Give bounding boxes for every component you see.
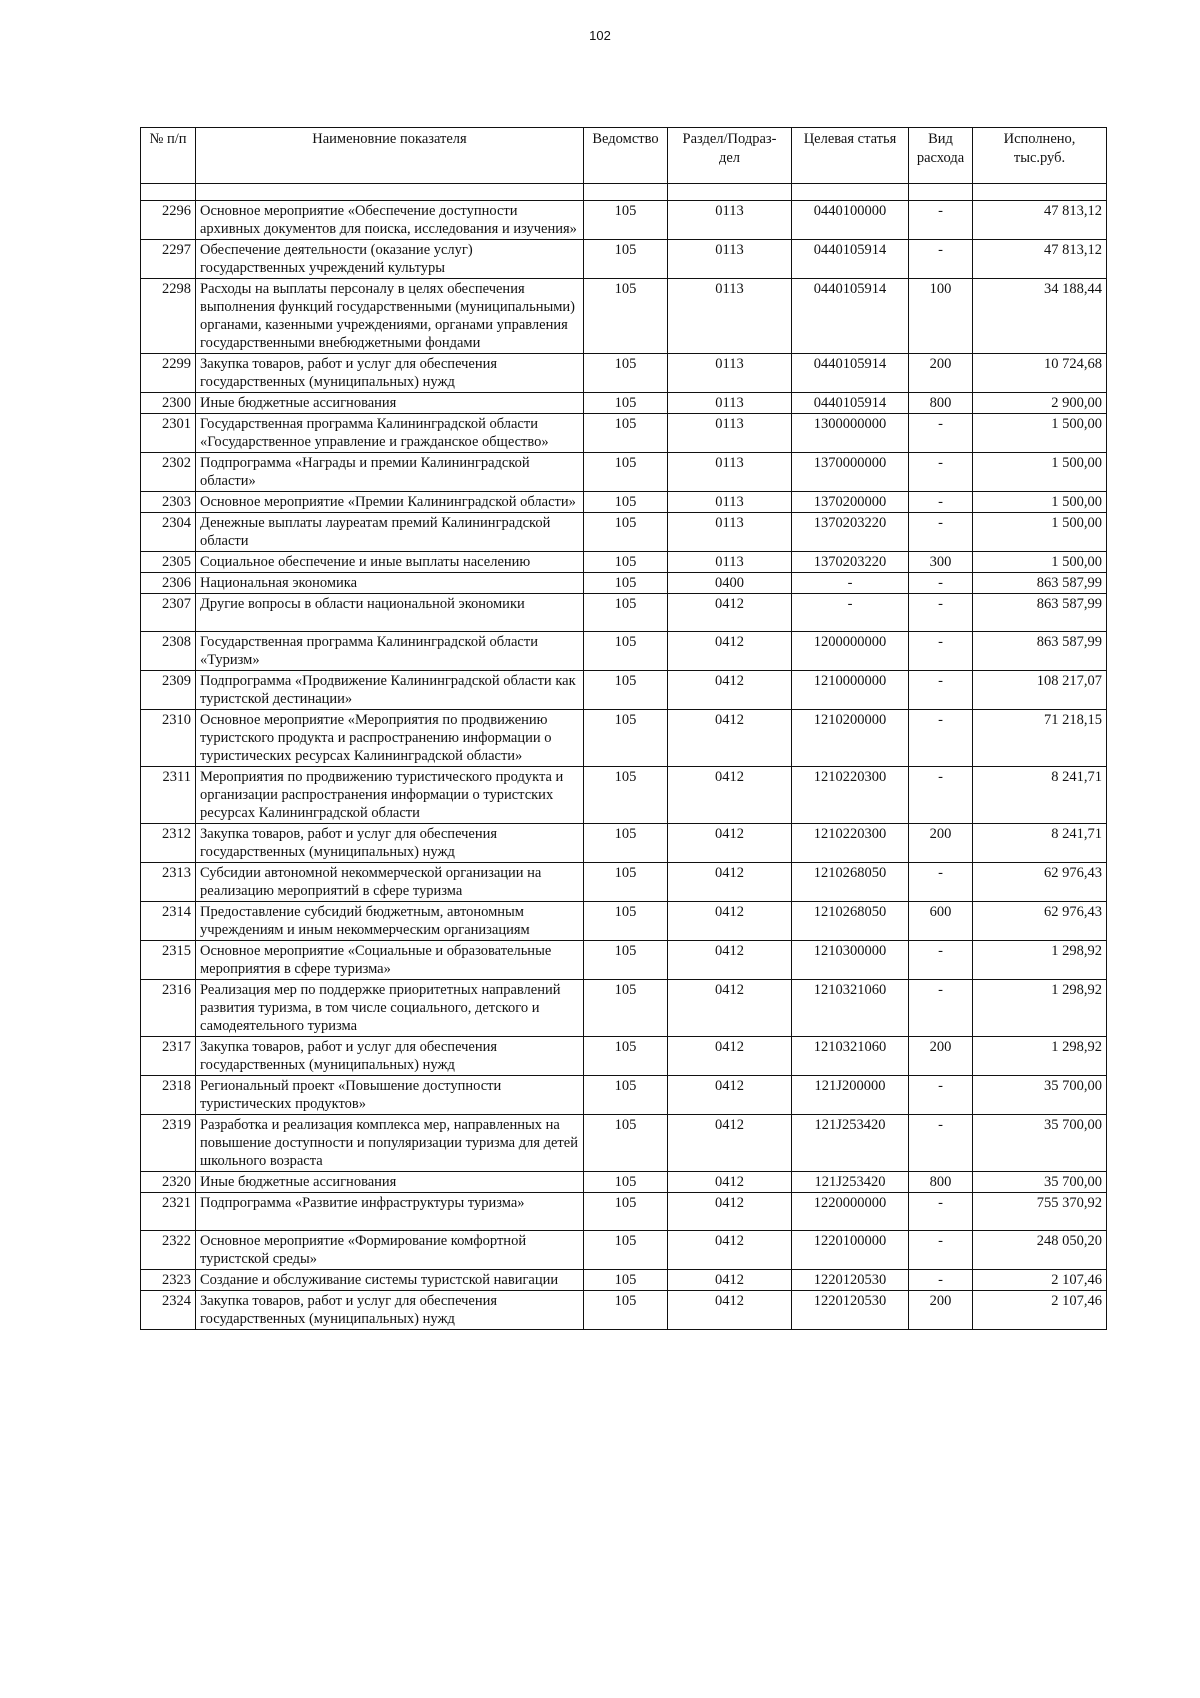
target-article: 121J253420 (792, 1172, 909, 1193)
row-number: 2303 (141, 492, 196, 513)
executed-amount: 1 298,92 (973, 941, 1107, 980)
department-code: 105 (584, 492, 668, 513)
executed-amount: 863 587,99 (973, 632, 1107, 671)
indicator-name: Расходы на выплаты персоналу в целях обеспечения выполнения функций государственными (муниципальными) органами, казенными учреждениями, органами управления государственными внебюджетными фондами (196, 279, 584, 354)
table-row (141, 1076, 1107, 1115)
department-code: 105 (584, 573, 668, 594)
expense-type: - (909, 513, 973, 552)
executed-amount: 8 241,71 (973, 767, 1107, 824)
executed-amount: 47 813,12 (973, 201, 1107, 240)
expense-type: - (909, 1231, 973, 1270)
target-article: 0440105914 (792, 354, 909, 393)
executed-amount: 10 724,68 (973, 354, 1107, 393)
expense-type: 600 (909, 902, 973, 941)
department-code: 105 (584, 1037, 668, 1076)
section-code: 0412 (668, 671, 792, 710)
indicator-name: Создание и обслуживание системы туристской навигации (196, 1270, 584, 1291)
spacer-cell (909, 184, 973, 201)
department-code: 105 (584, 414, 668, 453)
section-code: 0412 (668, 1076, 792, 1115)
row-number: 2322 (141, 1231, 196, 1270)
table-row (141, 902, 1107, 941)
table-row (141, 1270, 1107, 1291)
indicator-name: Государственная программа Калининградской области «Туризм» (196, 632, 584, 671)
target-article: 1220120530 (792, 1270, 909, 1291)
department-code: 105 (584, 1291, 668, 1330)
indicator-name: Социальное обеспечение и иные выплаты населению (196, 552, 584, 573)
row-number: 2307 (141, 594, 196, 632)
executed-amount: 755 370,92 (973, 1193, 1107, 1231)
section-code: 0412 (668, 824, 792, 863)
department-code: 105 (584, 902, 668, 941)
table-row (141, 414, 1107, 453)
indicator-name: Закупка товаров, работ и услуг для обеспечения государственных (муниципальных) нужд (196, 1037, 584, 1076)
target-article: 1210321060 (792, 1037, 909, 1076)
row-number: 2296 (141, 201, 196, 240)
row-number: 2311 (141, 767, 196, 824)
executed-amount: 248 050,20 (973, 1231, 1107, 1270)
header-dept: Ведомство (584, 128, 668, 184)
expense-type: - (909, 453, 973, 492)
target-article: 1220120530 (792, 1291, 909, 1330)
expense-type: - (909, 1193, 973, 1231)
table-row (141, 201, 1107, 240)
target-article: 1370000000 (792, 453, 909, 492)
header-row (141, 128, 1107, 184)
indicator-name: Подпрограмма «Продвижение Калининградской области как туристской дестинации» (196, 671, 584, 710)
indicator-name: Основное мероприятие «Мероприятия по продвижению туристского продукта и распространению информации о туристических ресурсах Калининградской области» (196, 710, 584, 767)
spacer-cell (973, 184, 1107, 201)
section-code: 0412 (668, 767, 792, 824)
table-row (141, 863, 1107, 902)
table-row (141, 513, 1107, 552)
department-code: 105 (584, 513, 668, 552)
target-article: 1210200000 (792, 710, 909, 767)
section-code: 0113 (668, 393, 792, 414)
row-number: 2298 (141, 279, 196, 354)
table-row (141, 1231, 1107, 1270)
section-code: 0412 (668, 1291, 792, 1330)
table-row (141, 980, 1107, 1037)
department-code: 105 (584, 1115, 668, 1172)
indicator-name: Предоставление субсидий бюджетным, автономным учреждениям и иным некоммерческим организациям (196, 902, 584, 941)
indicator-name: Национальная экономика (196, 573, 584, 594)
spacer-cell (668, 184, 792, 201)
department-code: 105 (584, 354, 668, 393)
header-target: Целевая статья (792, 128, 909, 184)
indicator-name: Государственная программа Калининградской области «Государственное управление и гражданское общество» (196, 414, 584, 453)
department-code: 105 (584, 824, 668, 863)
row-number: 2319 (141, 1115, 196, 1172)
section-code: 0113 (668, 414, 792, 453)
section-code: 0113 (668, 354, 792, 393)
section-code: 0412 (668, 1270, 792, 1291)
executed-amount: 8 241,71 (973, 824, 1107, 863)
executed-amount: 1 298,92 (973, 980, 1107, 1037)
table-row (141, 354, 1107, 393)
section-code: 0113 (668, 552, 792, 573)
indicator-name: Основное мероприятие «Социальные и образовательные мероприятия в сфере туризма» (196, 941, 584, 980)
expense-type: 800 (909, 1172, 973, 1193)
department-code: 105 (584, 552, 668, 573)
section-code: 0412 (668, 863, 792, 902)
target-article: 1220100000 (792, 1231, 909, 1270)
expense-type: - (909, 941, 973, 980)
executed-amount: 71 218,15 (973, 710, 1107, 767)
executed-amount: 1 500,00 (973, 492, 1107, 513)
indicator-name: Закупка товаров, работ и услуг для обеспечения государственных (муниципальных) нужд (196, 824, 584, 863)
indicator-name: Региональный проект «Повышение доступности туристических продуктов» (196, 1076, 584, 1115)
expense-type: 100 (909, 279, 973, 354)
row-number: 2310 (141, 710, 196, 767)
row-number: 2308 (141, 632, 196, 671)
indicator-name: Основное мероприятие «Формирование комфортной туристской среды» (196, 1231, 584, 1270)
indicator-name: Субсидии автономной некоммерческой организации на реализацию мероприятий в сфере туризма (196, 863, 584, 902)
expense-type: - (909, 492, 973, 513)
table-row (141, 1172, 1107, 1193)
expense-type: 200 (909, 1037, 973, 1076)
budget-table (140, 127, 1107, 1330)
row-number: 2304 (141, 513, 196, 552)
section-code: 0412 (668, 710, 792, 767)
expense-type: 200 (909, 354, 973, 393)
section-code: 0412 (668, 1193, 792, 1231)
table-row (141, 767, 1107, 824)
table-row (141, 279, 1107, 354)
section-code: 0412 (668, 1037, 792, 1076)
table-row (141, 1291, 1107, 1330)
department-code: 105 (584, 453, 668, 492)
executed-amount: 1 500,00 (973, 414, 1107, 453)
indicator-name: Денежные выплаты лауреатам премий Калининградской области (196, 513, 584, 552)
section-code: 0412 (668, 1172, 792, 1193)
target-article: 1220000000 (792, 1193, 909, 1231)
target-article: 0440105914 (792, 240, 909, 279)
section-code: 0113 (668, 513, 792, 552)
expense-type: - (909, 573, 973, 594)
row-number: 2299 (141, 354, 196, 393)
indicator-name: Иные бюджетные ассигнования (196, 393, 584, 414)
table-row (141, 492, 1107, 513)
row-number: 2316 (141, 980, 196, 1037)
executed-amount: 108 217,07 (973, 671, 1107, 710)
row-number: 2321 (141, 1193, 196, 1231)
indicator-name: Мероприятия по продвижению туристического продукта и организации распространения информации о туристских ресурсах Калининградской области (196, 767, 584, 824)
table-row (141, 671, 1107, 710)
executed-amount: 1 500,00 (973, 513, 1107, 552)
indicator-name: Реализация мер по поддержке приоритетных направлений развития туризма, в том числе социального, детского и самодеятельного туризма (196, 980, 584, 1037)
row-number: 2324 (141, 1291, 196, 1330)
executed-amount: 863 587,99 (973, 573, 1107, 594)
target-article: 1210268050 (792, 863, 909, 902)
indicator-name: Основное мероприятие «Премии Калининградской области» (196, 492, 584, 513)
header-name: Наименовние показателя (196, 128, 584, 184)
section-code: 0113 (668, 201, 792, 240)
row-number: 2300 (141, 393, 196, 414)
table-row (141, 1037, 1107, 1076)
department-code: 105 (584, 1231, 668, 1270)
table-row (141, 240, 1107, 279)
target-article: 1210321060 (792, 980, 909, 1037)
section-code: 0412 (668, 941, 792, 980)
department-code: 105 (584, 1172, 668, 1193)
table-row (141, 710, 1107, 767)
table-row (141, 594, 1107, 632)
section-code: 0412 (668, 1231, 792, 1270)
expense-type: - (909, 240, 973, 279)
expense-type: - (909, 414, 973, 453)
row-number: 2317 (141, 1037, 196, 1076)
spacer-cell (141, 184, 196, 201)
section-code: 0412 (668, 594, 792, 632)
table-row (141, 632, 1107, 671)
row-number: 2302 (141, 453, 196, 492)
row-number: 2306 (141, 573, 196, 594)
executed-amount: 35 700,00 (973, 1115, 1107, 1172)
indicator-name: Основное мероприятие «Обеспечение доступности архивных документов для поиска, исследования и изучения» (196, 201, 584, 240)
department-code: 105 (584, 941, 668, 980)
department-code: 105 (584, 767, 668, 824)
row-number: 2320 (141, 1172, 196, 1193)
spacer-cell (584, 184, 668, 201)
executed-amount: 47 813,12 (973, 240, 1107, 279)
spacer-cell (792, 184, 909, 201)
page-number: 102 (589, 28, 611, 43)
executed-amount: 34 188,44 (973, 279, 1107, 354)
department-code: 105 (584, 1193, 668, 1231)
expense-type: 800 (909, 393, 973, 414)
target-article: 1210268050 (792, 902, 909, 941)
expense-type: - (909, 632, 973, 671)
indicator-name: Закупка товаров, работ и услуг для обеспечения государственных (муниципальных) нужд (196, 1291, 584, 1330)
target-article: 1300000000 (792, 414, 909, 453)
section-code: 0113 (668, 279, 792, 354)
executed-amount: 1 500,00 (973, 453, 1107, 492)
executed-amount: 62 976,43 (973, 863, 1107, 902)
executed-amount: 1 500,00 (973, 552, 1107, 573)
section-code: 0412 (668, 632, 792, 671)
target-article: 0440100000 (792, 201, 909, 240)
expense-type: - (909, 863, 973, 902)
department-code: 105 (584, 632, 668, 671)
spacer-cell (196, 184, 584, 201)
target-article: 1200000000 (792, 632, 909, 671)
row-number: 2312 (141, 824, 196, 863)
table-row (141, 941, 1107, 980)
department-code: 105 (584, 863, 668, 902)
section-code: 0412 (668, 980, 792, 1037)
target-article: 1210000000 (792, 671, 909, 710)
expense-type: - (909, 980, 973, 1037)
section-code: 0400 (668, 573, 792, 594)
expense-type: - (909, 1270, 973, 1291)
row-number: 2297 (141, 240, 196, 279)
indicator-name: Обеспечение деятельности (оказание услуг) государственных учреждений культуры (196, 240, 584, 279)
table-row (141, 393, 1107, 414)
row-number: 2301 (141, 414, 196, 453)
header-amount: Исполнено, тыс.руб. (973, 128, 1107, 184)
target-article: 1370203220 (792, 552, 909, 573)
table-row (141, 1193, 1107, 1231)
indicator-name: Иные бюджетные ассигнования (196, 1172, 584, 1193)
target-article: 1210300000 (792, 941, 909, 980)
expense-type: - (909, 201, 973, 240)
indicator-name: Закупка товаров, работ и услуг для обеспечения государственных (муниципальных) нужд (196, 354, 584, 393)
table-row (141, 1115, 1107, 1172)
target-article: 1210220300 (792, 767, 909, 824)
executed-amount: 863 587,99 (973, 594, 1107, 632)
section-code: 0412 (668, 1115, 792, 1172)
indicator-name: Подпрограмма «Награды и премии Калининградской области» (196, 453, 584, 492)
row-number: 2314 (141, 902, 196, 941)
table-body (141, 184, 1107, 1330)
target-article: 1210220300 (792, 824, 909, 863)
expense-type: - (909, 710, 973, 767)
header-num: № п/п (141, 128, 196, 184)
expense-type: - (909, 767, 973, 824)
department-code: 105 (584, 1076, 668, 1115)
expense-type: - (909, 671, 973, 710)
section-code: 0412 (668, 902, 792, 941)
department-code: 105 (584, 671, 668, 710)
target-article: 121J200000 (792, 1076, 909, 1115)
row-number: 2305 (141, 552, 196, 573)
indicator-name: Разработка и реализация комплекса мер, направленных на повышение доступности и популяризации туризма для детей школьного возраста (196, 1115, 584, 1172)
target-article: 0440105914 (792, 279, 909, 354)
executed-amount: 1 298,92 (973, 1037, 1107, 1076)
department-code: 105 (584, 710, 668, 767)
row-number: 2318 (141, 1076, 196, 1115)
target-article: - (792, 573, 909, 594)
department-code: 105 (584, 1270, 668, 1291)
department-code: 105 (584, 240, 668, 279)
indicator-name: Подпрограмма «Развитие инфраструктуры туризма» (196, 1193, 584, 1231)
department-code: 105 (584, 980, 668, 1037)
table-row (141, 824, 1107, 863)
expense-type: - (909, 594, 973, 632)
expense-type: 200 (909, 1291, 973, 1330)
expense-type: 300 (909, 552, 973, 573)
target-article: 0440105914 (792, 393, 909, 414)
row-number: 2323 (141, 1270, 196, 1291)
department-code: 105 (584, 279, 668, 354)
department-code: 105 (584, 393, 668, 414)
row-number: 2313 (141, 863, 196, 902)
target-article: 121J253420 (792, 1115, 909, 1172)
section-code: 0113 (668, 240, 792, 279)
department-code: 105 (584, 594, 668, 632)
header-spacer-row (141, 184, 1107, 201)
table-row (141, 552, 1107, 573)
target-article: 1370203220 (792, 513, 909, 552)
executed-amount: 2 900,00 (973, 393, 1107, 414)
row-number: 2309 (141, 671, 196, 710)
expense-type: 200 (909, 824, 973, 863)
executed-amount: 2 107,46 (973, 1270, 1107, 1291)
executed-amount: 62 976,43 (973, 902, 1107, 941)
expense-type: - (909, 1115, 973, 1172)
indicator-name: Другие вопросы в области национальной экономики (196, 594, 584, 632)
target-article: 1370200000 (792, 492, 909, 513)
executed-amount: 2 107,46 (973, 1291, 1107, 1330)
department-code: 105 (584, 201, 668, 240)
header-kind: Вид расхода (909, 128, 973, 184)
row-number: 2315 (141, 941, 196, 980)
expense-type: - (909, 1076, 973, 1115)
section-code: 0113 (668, 453, 792, 492)
table-row (141, 453, 1107, 492)
header-section: Раздел/Подраз- дел (668, 128, 792, 184)
executed-amount: 35 700,00 (973, 1076, 1107, 1115)
table-row (141, 573, 1107, 594)
target-article: - (792, 594, 909, 632)
section-code: 0113 (668, 492, 792, 513)
executed-amount: 35 700,00 (973, 1172, 1107, 1193)
